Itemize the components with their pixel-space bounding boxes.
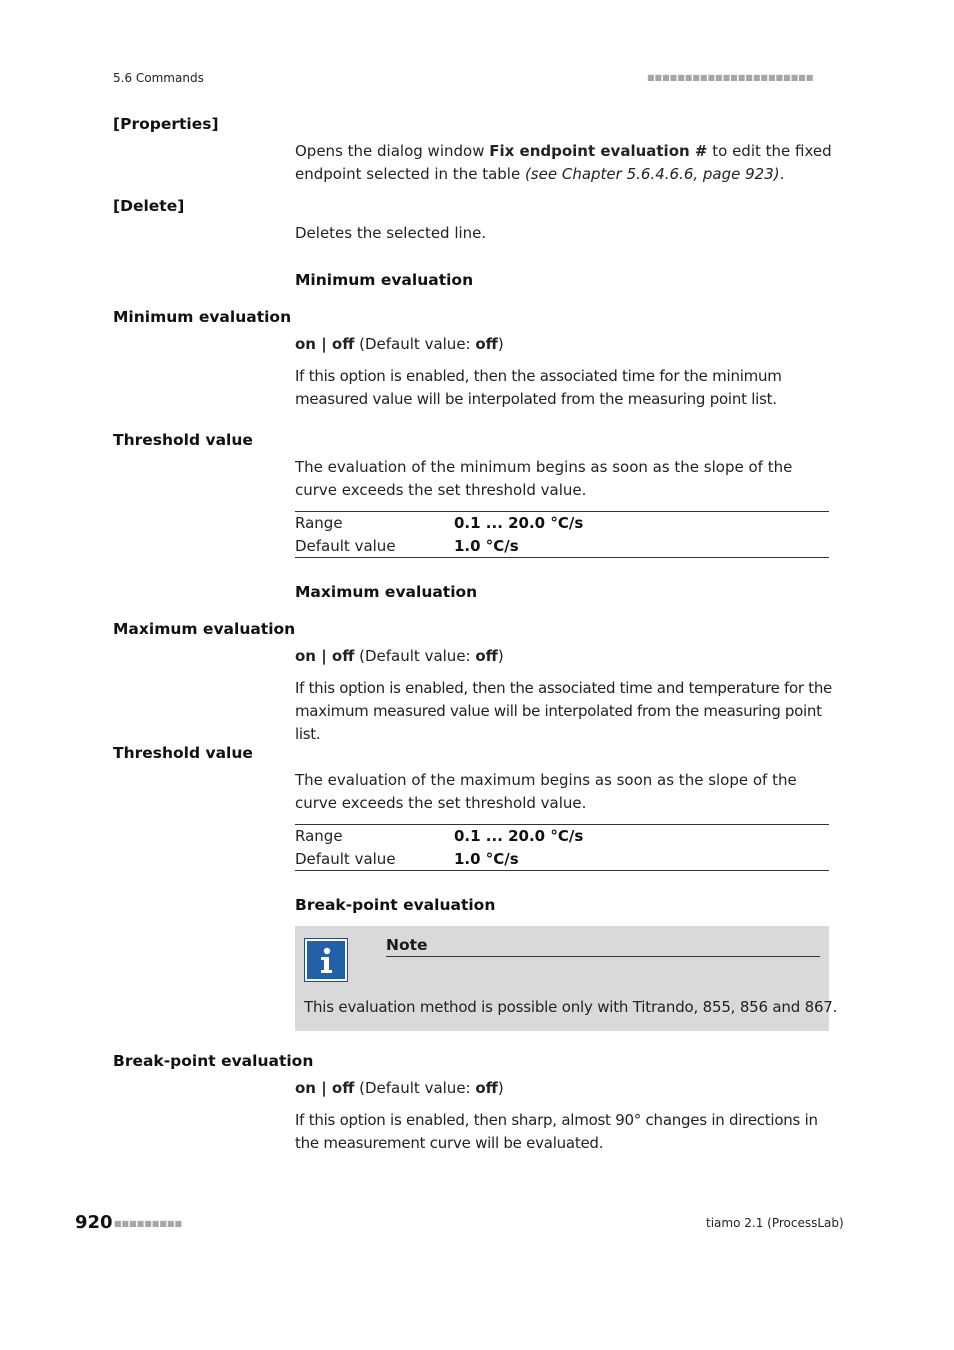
footer-decoration: ■■■■■■■■■ <box>114 1219 183 1228</box>
minimum-threshold-label: Threshold value <box>113 431 253 449</box>
maximum-threshold-label: Threshold value <box>113 744 253 762</box>
properties-description: Opens the dialog window Fix endpoint evaluation # to edit the fixed endpoint selected in the table (see Chapter 5.6.4.6.6, page 923). <box>295 142 832 183</box>
table-key: Range <box>295 827 343 845</box>
table-key: Default value <box>295 849 396 868</box>
header-decoration: ■■■■■■■■■■■■■■■■■■■■■■ <box>647 73 814 82</box>
breakpoint-description: If this option is enabled, then sharp, almost 90° changes in directions in the measurement curve will be evaluated. <box>295 1111 818 1152</box>
minimum-description: If this option is enabled, then the associated time for the minimum measured value will be interpolated from the measuring point list. <box>295 367 782 408</box>
breakpoint-options: on | off (Default value: off) <box>295 1079 504 1097</box>
maximum-param-label: Maximum evaluation <box>113 620 296 638</box>
table-row <box>295 535 829 558</box>
breakpoint-param-label: Break-point evaluation <box>113 1052 314 1070</box>
table-value: 0.1 ... 20.0 °C/s <box>454 514 584 532</box>
note-text: This evaluation method is possible only with Titrando, 855, 856 and 867. <box>304 998 838 1016</box>
minimum-options: on | off (Default value: off) <box>295 335 504 353</box>
table-value: 1.0 °C/s <box>454 849 519 868</box>
table-row <box>295 825 829 848</box>
table-key: Default value <box>295 536 396 555</box>
info-icon <box>304 938 348 982</box>
maximum-threshold-description: The evaluation of the maximum begins as soon as the slope of the curve exceeds the set threshold value. <box>295 771 797 812</box>
table-key: Range <box>295 514 343 532</box>
delete-label: [Delete] <box>113 197 185 215</box>
page-number: 920 <box>75 1212 113 1233</box>
minimum-threshold-table <box>295 511 829 558</box>
minimum-heading: Minimum evaluation <box>295 271 474 289</box>
note-box <box>295 926 838 1031</box>
note-title: Note <box>386 936 820 957</box>
minimum-threshold-description: The evaluation of the minimum begins as soon as the slope of the curve exceeds the set threshold value. <box>295 458 793 499</box>
delete-description: Deletes the selected line. <box>295 224 487 242</box>
table-value: 1.0 °C/s <box>454 536 519 555</box>
maximum-heading: Maximum evaluation <box>295 583 478 601</box>
maximum-options: on | off (Default value: off) <box>295 647 504 665</box>
properties-label: [Properties] <box>113 115 219 133</box>
table-row <box>295 848 829 871</box>
table-row <box>295 512 829 535</box>
running-header-section: 5.6 Commands <box>113 71 204 85</box>
product-name: tiamo 2.1 (ProcessLab) <box>706 1216 844 1230</box>
table-value: 0.1 ... 20.0 °C/s <box>454 827 584 845</box>
minimum-param-label: Minimum evaluation <box>113 308 292 326</box>
breakpoint-heading: Break-point evaluation <box>295 896 496 914</box>
maximum-threshold-table <box>295 824 829 871</box>
maximum-description: If this option is enabled, then the associated time and temperature for the maximum measured value will be interpolated from the measuring point list. <box>295 679 832 743</box>
